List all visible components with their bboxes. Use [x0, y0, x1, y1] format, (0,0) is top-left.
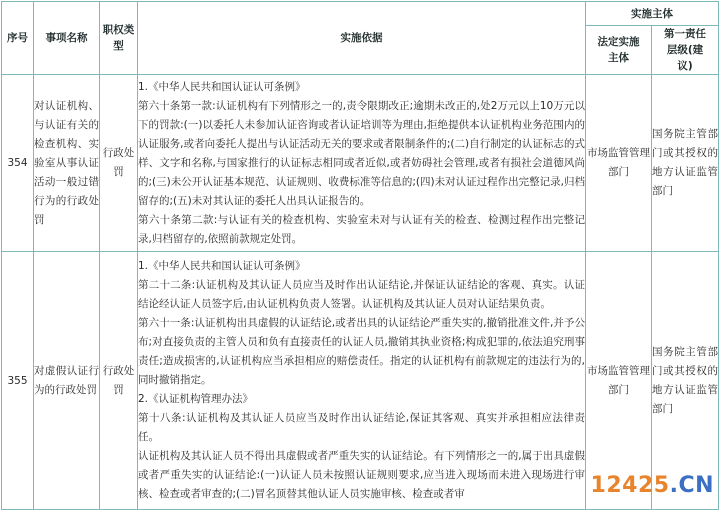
watermark-logo	[591, 475, 714, 497]
implementation-basis	[138, 75, 586, 252]
row-number: 354	[2, 75, 34, 252]
header-seq: 序号	[2, 2, 34, 75]
first-responsibility-level: 国务院主管部门或其授权的地方认证监管部门	[652, 252, 719, 510]
item-name: 对认证机构、与认证有关的检查机构、实验室从事认证活动一般过错行为的行政处罚	[34, 75, 100, 252]
basis-paragraph: 认证机构及其认证人员不得出具虚假或者严重失实的认证结论。有下列情形之一的,属于出具虚假或者严重失实的认证结论:(一)认证人员未按照认证规则要求,应当进入现场而未进入现场进行审核、检查或者审查的;(二)冒名顶替其他认证人员实施审核、检查或者审	[138, 450, 585, 500]
watermark-tld: CN	[678, 473, 714, 498]
basis-paragraph: 1.《中华人民共和国认证认可条例》	[138, 260, 306, 272]
watermark-digits: 12425	[590, 473, 670, 498]
header-basis: 实施依据	[138, 2, 586, 75]
regulation-table	[1, 1, 719, 510]
legal-subject: 市场监管管理部门	[586, 75, 652, 252]
power-type: 行政处罚	[100, 75, 138, 252]
implementation-basis	[138, 252, 586, 510]
header-legal-subject: 法定实施主体	[586, 26, 652, 75]
power-type: 行政处罚	[100, 252, 138, 510]
basis-paragraph: 第二十二条:认证机构及其认证人员应当及时作出认证结论,并保证认证结论的客观、真实。认证结论经认证人员签字后,由认证机构负责人签署。认证机构及其认证人员对认证结果负责。	[138, 279, 585, 310]
first-responsibility-level: 国务院主管部门或其授权的地方认证监管部门	[652, 75, 719, 252]
basis-paragraph: 第六十条第一款:认证机构有下列情形之一的,责令限期改正;逾期未改正的,处2万元以上10万元以下的罚款:(一)以委托人未参加认证咨询或者认证培训等为理由,拒绝提供本认证机构业务范围内的认证服务,或者向委托人提出与认证活动无关的要求或者限制条件的;(二)自行制定的认证标志的式样、文字和名称,与国家推行的认证标志相同或者近似,或者妨碍社会管理,或者有损社会道德风尚的;(三)未公开认证基本规范、认证规则、收费标准等信息的;(四)未对认证过程作出完整记录,归档留存的;(五)未对其认证的委托人出具认证报告的。	[138, 99, 585, 207]
header-subject: 实施主体	[586, 2, 719, 26]
basis-paragraph: 第六十一条:认证机构出具虚假的认证结论,或者出具的认证结论严重失实的,撤销批准文件,并予公布;对直接负责的主管人员和负有直接责任的认证人员,撤销其执业资格;构成犯罪的,依法追究刑事责任;造成损害的,认证机构应当承担相应的赔偿责任。指定的认证机构有前款规定的违法行为的,同时撤销指定。	[138, 317, 585, 386]
table-row	[2, 252, 719, 510]
header-first-level: 第一责任层级(建议)	[652, 26, 719, 75]
item-name: 对虚假认证行为的行政处罚	[34, 252, 100, 510]
table-row	[2, 75, 719, 252]
watermark-dot: .	[669, 473, 679, 498]
basis-paragraph: 2.《认证机构管理办法》	[138, 393, 254, 405]
header-item-name: 事项名称	[34, 2, 100, 75]
header-power-type: 职权类型	[100, 2, 138, 75]
basis-paragraph: 1.《中华人民共和国认证认可条例》	[138, 80, 306, 93]
basis-paragraph: 第六十条第二款:与认证有关的检查机构、实验室未对与认证有关的检查、检测过程作出完整记录,归档留存的,依照前款规定处罚。	[138, 213, 585, 245]
row-number: 355	[2, 252, 34, 510]
legal-subject: 市场监管管理部门	[586, 252, 652, 510]
basis-paragraph: 第十八条:认证机构及其认证人员应当及时作出认证结论,保证其客观、真实并承担相应法律责任。	[138, 412, 585, 443]
